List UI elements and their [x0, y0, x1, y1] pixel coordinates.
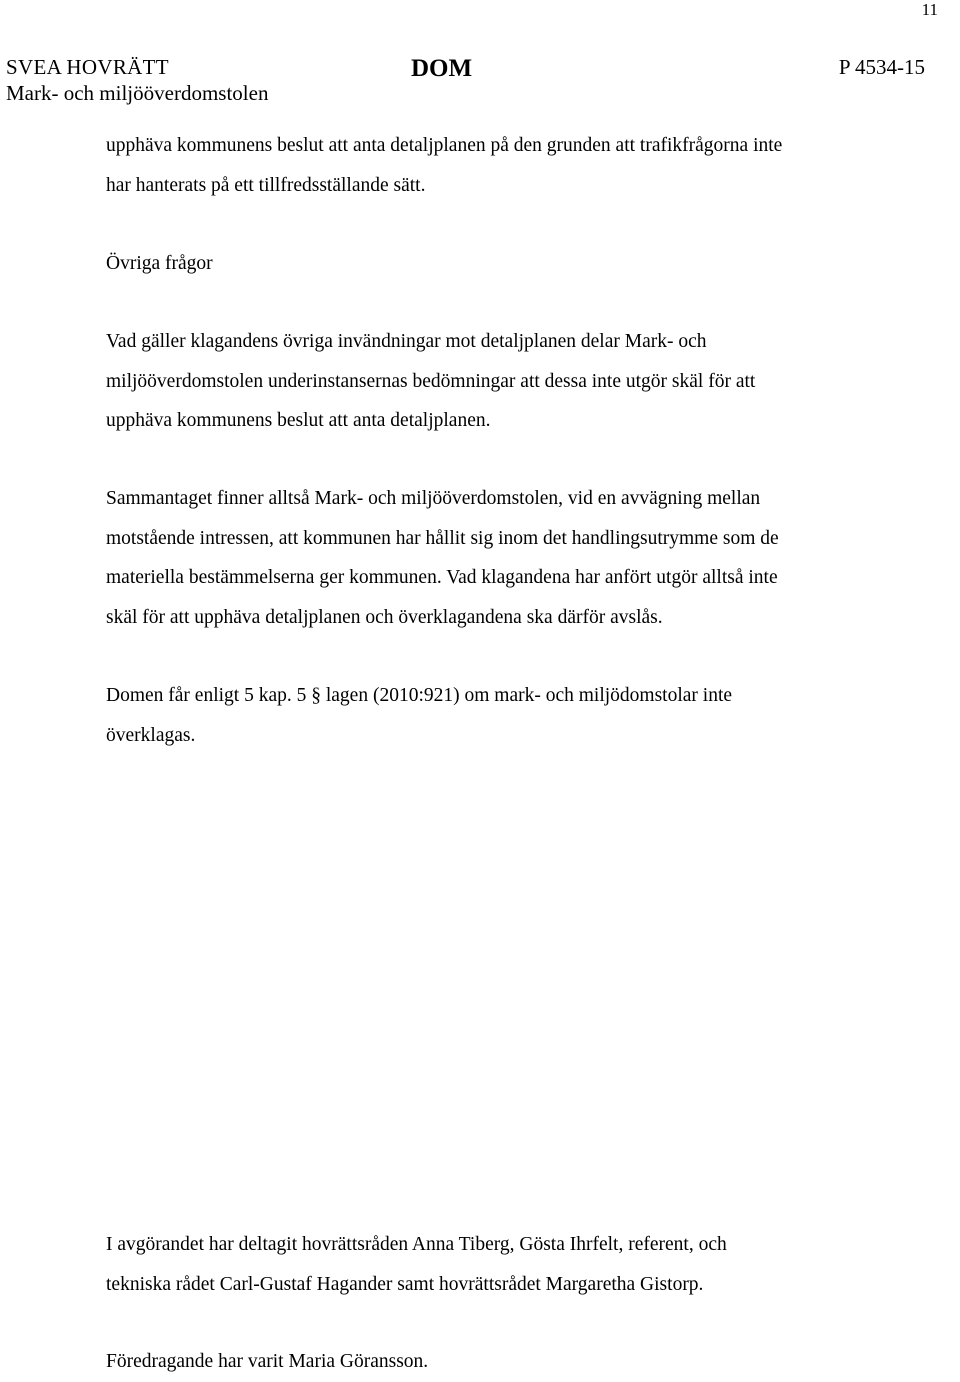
- case-number: P 4534-15: [838, 55, 925, 79]
- document-type: DOM: [411, 55, 473, 82]
- paragraph-judges: I avgörandet har deltagit hovrättsråden Anna Tiberg, Gösta Ihrfelt, referent, och tekniska rådet Carl-Gustaf Hagander samt hovrättsrådet Margaretha Gistorp.: [106, 1234, 727, 1295]
- paragraph-conclusion: Sammantaget finner alltså Mark- och miljööverdomstolen, vid en avvägning mellan motstående intressen, att kommunen har hållit sig inom det handlingsutrymme som de materiella bestämmelserna ger kommunen. Vad klagandena har anfört utgör alltså inte skäl för att upphäva detaljplanen och överklagandena ska därför avslås.: [106, 488, 779, 628]
- court-department: Mark- och miljööverdomstolen: [6, 81, 269, 105]
- paragraph-appeal-notice: Domen får enligt 5 kap. 5 § lagen (2010:921) om mark- och miljödomstolar inte överklagas.: [106, 685, 733, 746]
- court-name: SVEA HOVRÄTT: [6, 55, 169, 79]
- paragraph-traffic-issues: upphäva kommunens beslut att anta detaljplanen på den grunden att trafikfrågorna inte har hanterats på ett tillfredsställande sätt.: [106, 135, 783, 196]
- paragraph-other-objections: Vad gäller klagandens övriga invändningar mot detaljplanen delar Mark- och miljööverdomstolen underinstansernas bedömningar att dessa inte utgör skäl för att upphäva kommunens beslut att anta detaljplanen.: [106, 331, 756, 431]
- paragraph-rapporteur: Föredragande har varit Maria Göransson.: [106, 1351, 429, 1372]
- page-number: 11: [921, 0, 938, 19]
- section-heading-other-issues: Övriga frågor: [106, 253, 213, 274]
